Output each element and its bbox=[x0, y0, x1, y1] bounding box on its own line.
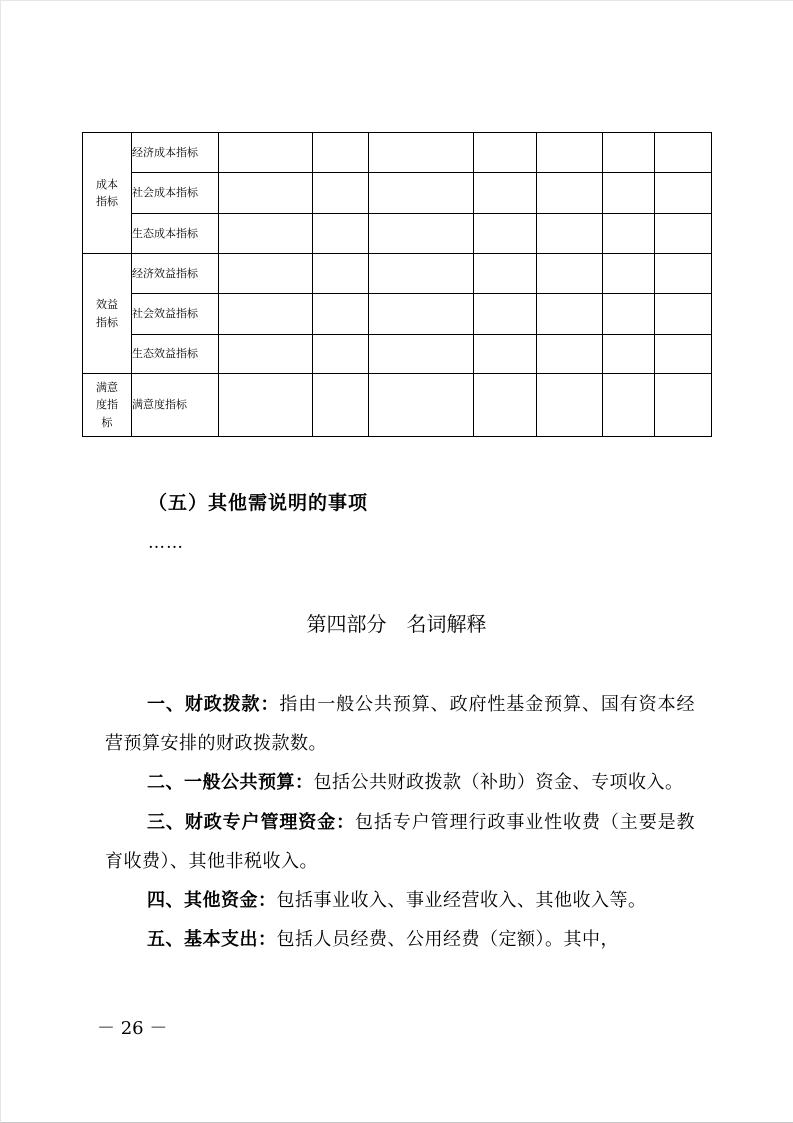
table-empty-cell bbox=[369, 214, 474, 254]
table-empty-cell bbox=[537, 335, 603, 374]
definition-term: 四、其他资金： bbox=[147, 890, 277, 912]
indicator-group-label-line: 标 bbox=[101, 415, 113, 429]
table-empty-cell bbox=[603, 335, 655, 374]
definition-term: 三、财政专户管理资金： bbox=[147, 811, 356, 833]
indicator-group-label-line: 满意 bbox=[96, 381, 118, 395]
definition-text: 包括公共财政拨款（补助）资金、专项收入。 bbox=[313, 772, 684, 794]
table-empty-cell bbox=[655, 214, 712, 254]
part-title: 第四部分 名词解释 bbox=[306, 612, 487, 636]
definition-paragraph bbox=[105, 685, 695, 763]
section-subheading: （五）其他需说明的事项 bbox=[148, 492, 369, 514]
table-row bbox=[83, 374, 712, 437]
table-empty-cell bbox=[313, 173, 369, 214]
definition-text: 包括事业收入、事业经营收入、其他收入等。 bbox=[276, 890, 647, 912]
definition-paragraph bbox=[105, 920, 695, 959]
indicator-name-cell: 生态成本指标 bbox=[132, 214, 219, 254]
table-empty-cell bbox=[369, 335, 474, 374]
indicator-table bbox=[82, 132, 712, 437]
definition-term: 一、财政拨款： bbox=[147, 694, 280, 715]
table-empty-cell bbox=[369, 254, 474, 294]
table-empty-cell bbox=[219, 254, 313, 294]
definition-paragraph bbox=[105, 803, 695, 881]
table-empty-cell bbox=[313, 294, 369, 335]
table-empty-cell bbox=[655, 254, 712, 294]
table-empty-cell bbox=[313, 214, 369, 254]
table-empty-cell bbox=[474, 173, 537, 214]
indicator-group-label-line: 指标 bbox=[96, 195, 118, 208]
table-empty-cell bbox=[219, 214, 313, 254]
table-empty-cell bbox=[474, 374, 537, 437]
table-empty-cell bbox=[655, 173, 712, 214]
indicator-name-cell: 社会效益指标 bbox=[132, 294, 219, 335]
table-empty-cell bbox=[313, 254, 369, 294]
table-empty-cell bbox=[603, 254, 655, 294]
indicator-group-label-line: 效益 bbox=[96, 298, 118, 312]
table-empty-cell bbox=[474, 133, 537, 173]
table-empty-cell bbox=[603, 214, 655, 254]
definition-term: 五、基本支出： bbox=[147, 929, 277, 951]
indicator-name-cell: 生态效益指标 bbox=[132, 335, 219, 374]
indicator-group-label bbox=[83, 374, 132, 437]
table-empty-cell bbox=[219, 294, 313, 335]
table-empty-cell bbox=[474, 214, 537, 254]
table-empty-cell bbox=[603, 133, 655, 173]
indicator-name-cell: 经济成本指标 bbox=[132, 133, 219, 173]
table-empty-cell bbox=[313, 133, 369, 173]
indicator-group-label-line: 指标 bbox=[96, 315, 118, 329]
definition-text: 指由一般公共预算、政府性基金预算、国有资本经营预算安排的财政拨款数。 bbox=[105, 694, 695, 755]
table-empty-cell bbox=[537, 173, 603, 214]
table-empty-cell bbox=[537, 294, 603, 335]
table-row bbox=[83, 214, 712, 254]
table-empty-cell bbox=[474, 335, 537, 374]
table-row bbox=[83, 294, 712, 335]
table-empty-cell bbox=[537, 133, 603, 173]
table-empty-cell bbox=[603, 173, 655, 214]
table-row bbox=[83, 254, 712, 294]
indicator-table-body bbox=[83, 133, 712, 437]
section-ellipsis: …… bbox=[148, 533, 184, 553]
table-empty-cell bbox=[474, 294, 537, 335]
table-empty-cell bbox=[219, 173, 313, 214]
table-empty-cell bbox=[369, 133, 474, 173]
definitions-list bbox=[105, 685, 695, 959]
table-empty-cell bbox=[219, 374, 313, 437]
table-empty-cell bbox=[369, 294, 474, 335]
indicator-name-cell: 满意度指标 bbox=[132, 374, 219, 437]
definition-paragraph bbox=[105, 881, 695, 920]
table-empty-cell bbox=[655, 335, 712, 374]
table-empty-cell bbox=[537, 374, 603, 437]
definition-text: 包括人员经费、公用经费（定额）。其中， bbox=[276, 929, 619, 951]
indicator-name-cell: 经济效益指标 bbox=[132, 254, 219, 294]
table-empty-cell bbox=[219, 335, 313, 374]
table-empty-cell bbox=[603, 294, 655, 335]
table-empty-cell bbox=[655, 294, 712, 335]
indicator-name-cell: 社会成本指标 bbox=[132, 173, 219, 214]
table-empty-cell bbox=[655, 374, 712, 437]
definition-paragraph bbox=[105, 763, 695, 802]
indicator-group-label-line: 度指 bbox=[96, 398, 118, 412]
table-empty-cell bbox=[537, 214, 603, 254]
table-empty-cell bbox=[537, 254, 603, 294]
table-empty-cell bbox=[603, 374, 655, 437]
table-empty-cell bbox=[313, 374, 369, 437]
table-row bbox=[83, 133, 712, 173]
table-empty-cell bbox=[313, 335, 369, 374]
table-empty-cell bbox=[219, 133, 313, 173]
table-empty-cell bbox=[369, 374, 474, 437]
indicator-group-label bbox=[83, 133, 132, 254]
indicator-group-label-line: 成本 bbox=[96, 177, 118, 191]
table-empty-cell bbox=[655, 133, 712, 173]
table-empty-cell bbox=[369, 173, 474, 214]
definition-term: 二、一般公共预算： bbox=[147, 772, 314, 794]
table-empty-cell bbox=[474, 254, 537, 294]
table-row bbox=[83, 173, 712, 214]
table-row bbox=[83, 335, 712, 374]
definition-text: 包括专户管理行政事业性收费（主要是教育收费）、其他非税收入。 bbox=[105, 811, 696, 872]
page-number: － 26 － bbox=[97, 1018, 168, 1039]
indicator-group-label bbox=[83, 254, 132, 374]
